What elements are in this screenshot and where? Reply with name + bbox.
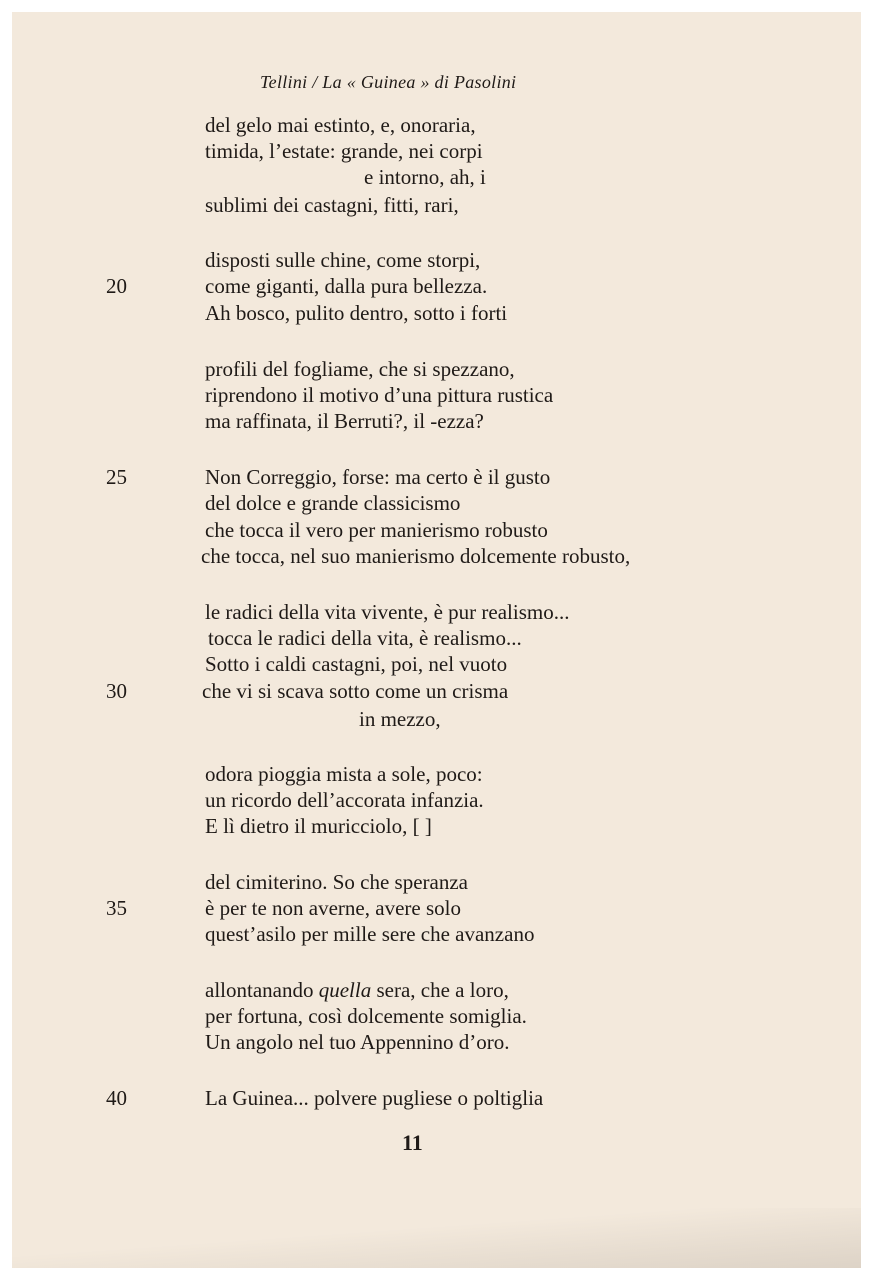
poem-line: un ricordo dell’accorata infanzia. xyxy=(205,788,484,812)
line-number: 40 xyxy=(106,1086,127,1110)
poem-line: del dolce e grande classicismo xyxy=(205,491,461,515)
poem-line: profili del fogliame, che si spezzano, xyxy=(205,357,515,381)
line-number: 35 xyxy=(106,896,127,920)
poem-line: che tocca, nel suo manierismo dolcemente robusto, xyxy=(201,544,631,568)
poem-line: timida, l’estate: grande, nei corpi xyxy=(205,139,483,163)
poem-line: Non Correggio, forse: ma certo è il gusto xyxy=(205,465,551,489)
poem-line: del cimiterino. So che speranza xyxy=(205,870,468,894)
poem-line: Un angolo nel tuo Appennino d’oro. xyxy=(205,1030,510,1054)
line-number: 30 xyxy=(106,679,127,703)
poem-line: riprendono il motivo d’una pittura rustica xyxy=(205,383,554,407)
poem-line: del gelo mai estinto, e, onoraria, xyxy=(205,113,476,137)
poem-line: disposti sulle chine, come storpi, xyxy=(205,248,481,272)
poem-line: Ah bosco, pulito dentro, sotto i forti xyxy=(205,301,508,325)
line-number: 25 xyxy=(106,465,127,489)
poem-line: come giganti, dalla pura bellezza. xyxy=(205,274,488,298)
poem-line: che tocca il vero per manierismo robusto xyxy=(205,518,548,542)
poem-line xyxy=(205,980,509,1001)
poem-line: E lì dietro il muricciolo, [ ] xyxy=(205,814,432,838)
poem-line: che vi si scava sotto come un crisma xyxy=(202,679,509,703)
poem-line: in mezzo, xyxy=(359,707,441,731)
poem-line: per fortuna, così dolcemente somiglia. xyxy=(205,1004,527,1028)
poem-line: e intorno, ah, i xyxy=(364,165,486,189)
poem-line: La Guinea... polvere pugliese o poltiglia xyxy=(205,1086,544,1110)
poem-line: è per te non averne, avere solo xyxy=(205,896,461,920)
poem-line: Sotto i caldi castagni, poi, nel vuoto xyxy=(205,652,508,676)
poem-line: ma raffinata, il Berruti?, il -ezza? xyxy=(205,409,484,433)
poem-line-start: allontanando xyxy=(205,978,314,1002)
poem-line: tocca le radici della vita, è realismo... xyxy=(208,626,522,650)
page-number: 11 xyxy=(402,1130,423,1155)
poem-line: quest’asilo per mille sere che avanzano xyxy=(205,922,535,946)
poem-line: sublimi dei castagni, fitti, rari, xyxy=(205,193,459,217)
line-number: 20 xyxy=(106,274,127,298)
poem-line: odora pioggia mista a sole, poco: xyxy=(205,762,483,786)
italic-word: quella xyxy=(318,978,372,1002)
book-page xyxy=(12,12,861,1268)
poem-line: le radici della vita vivente, è pur realismo... xyxy=(205,600,570,624)
poem-line-end: sera, che a loro, xyxy=(376,978,509,1002)
running-header: Tellini / La « Guinea » di Pasolini xyxy=(260,72,517,92)
page-edge-shadow xyxy=(12,1208,861,1268)
